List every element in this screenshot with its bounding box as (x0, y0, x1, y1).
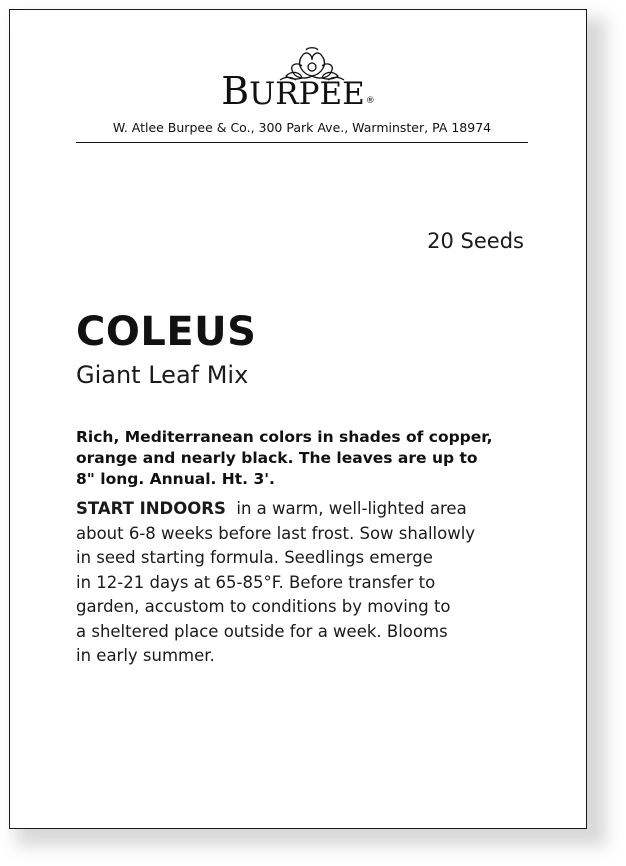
instructions-line: in seed starting formula. Seedlings emerge (76, 548, 433, 567)
description-line: 8" long. Annual. Ht. 3'. (76, 470, 275, 488)
instructions-line: a sheltered place outside for a week. Blooms (76, 621, 448, 641)
seed-count: 20 Seeds (427, 229, 524, 253)
variety-name: Giant Leaf Mix (76, 361, 249, 389)
brand-name-rest: URPEE (249, 76, 365, 112)
instructions-line: about 6-8 weeks before last frost. Sow shallowly (76, 523, 476, 543)
description (76, 427, 536, 490)
description-line: orange and nearly black. The leaves are up to (76, 449, 478, 467)
brand-initial: B (221, 69, 250, 113)
registered-mark: ® (365, 96, 375, 106)
instructions-line: garden, accustom to conditions by moving to (76, 597, 451, 616)
instructions-lead: START INDOORS (76, 499, 226, 518)
seed-packet (9, 9, 587, 829)
growing-instructions (76, 497, 546, 669)
brand-logo (10, 46, 586, 116)
company-address: W. Atlee Burpee & Co., 300 Park Ave., Warminster, PA 18974 (112, 120, 492, 135)
instructions-text: in a warm, well-lighted area (236, 499, 467, 518)
instructions-line: in 12-21 days at 65-85°F. Before transfer to (76, 572, 436, 592)
description-line: Rich, Mediterranean colors in shades of copper, (76, 428, 493, 446)
plant-name: COLEUS (76, 309, 257, 355)
instructions-line (76, 497, 546, 522)
brand-wordmark (10, 69, 586, 113)
instructions-line: in early summer. (76, 646, 215, 665)
divider (76, 142, 528, 143)
